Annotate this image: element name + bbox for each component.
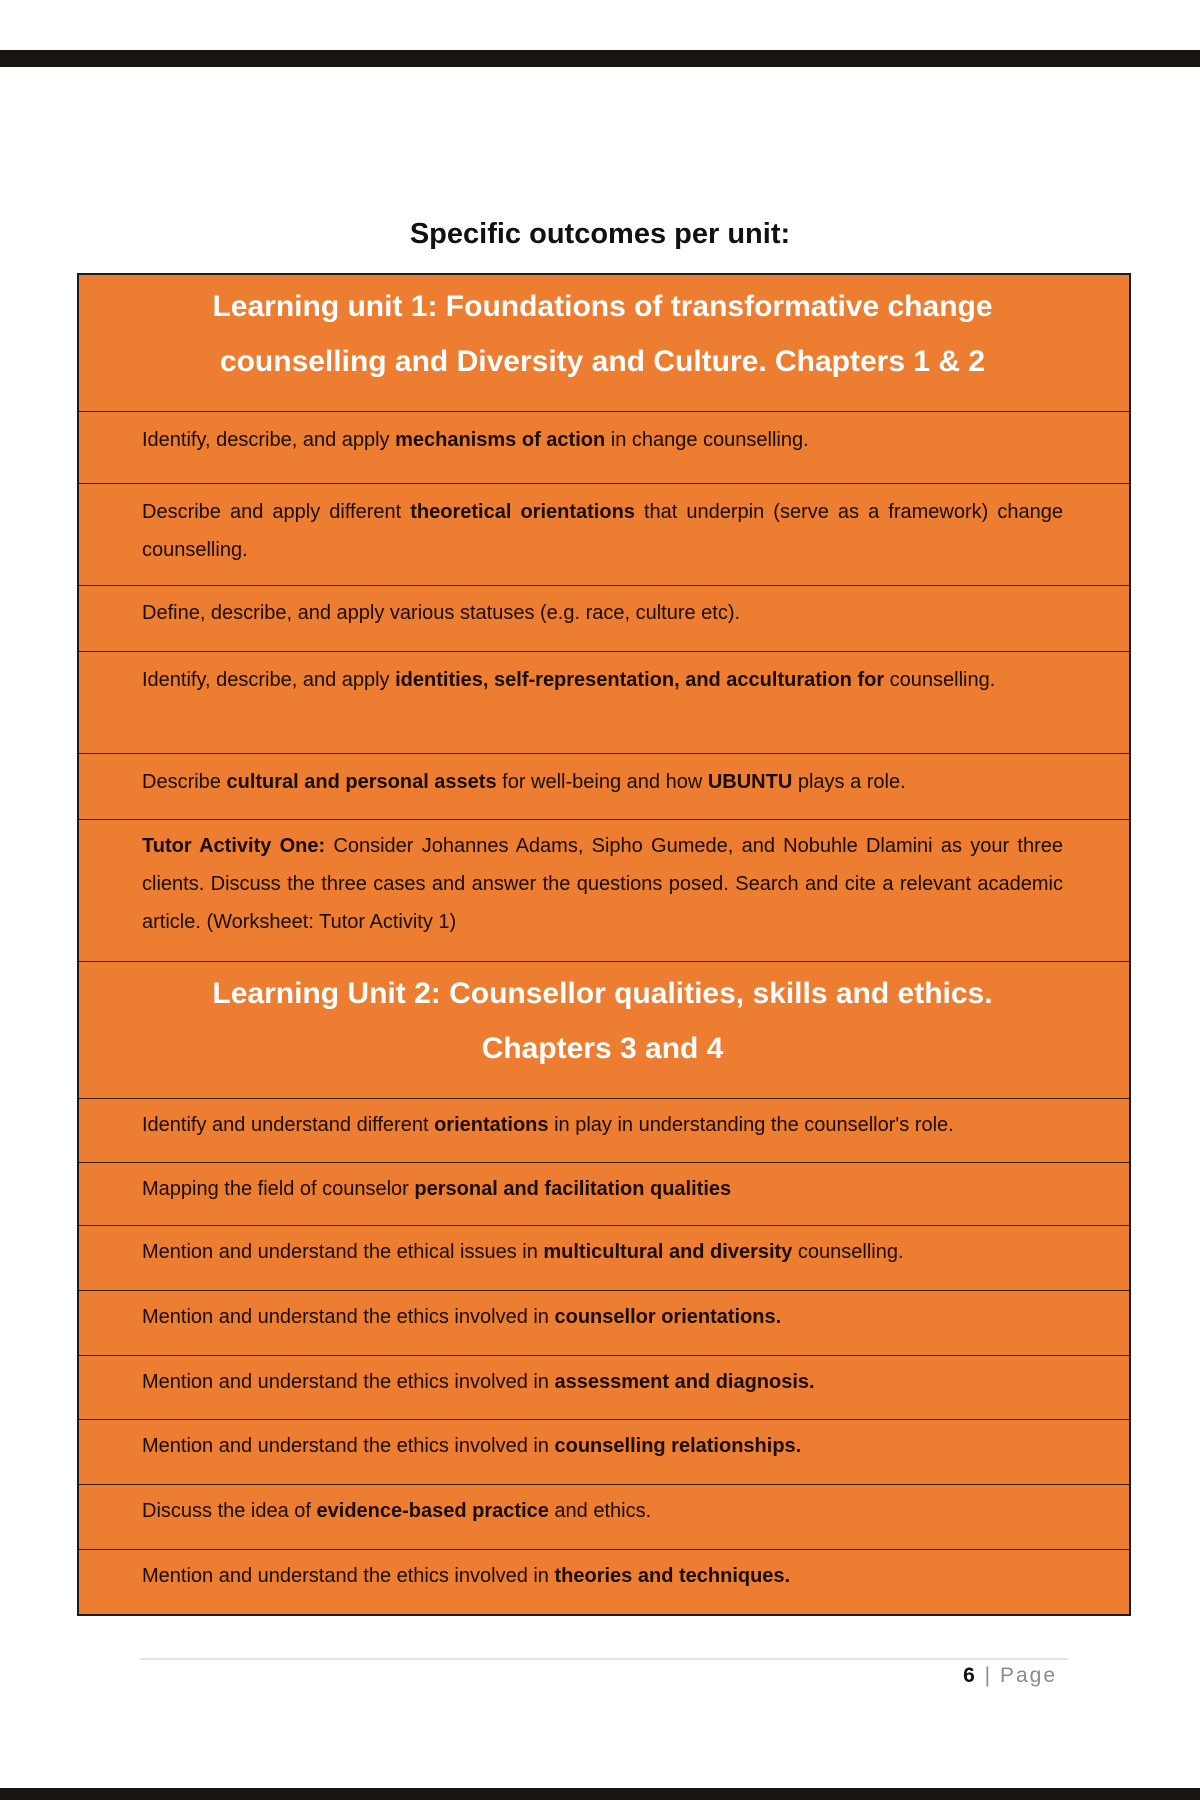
outcome-text: that underpin (serve as a framework) change counselling. [142,501,1063,561]
table-row [78,1291,1130,1356]
unit-2-title-line2: Chapters 3 and 4 [481,1032,724,1065]
table-row [78,586,1130,652]
outcome-cell [78,754,1130,820]
outcome-text: Consider Johannes Adams, Sipho Gumede, and Nobuhle Dlamini as your three clients. Discuss the three cases and answer the questions posed. Search and cite a relevant academic article. (Worksheet: Tutor Activity 1) [142,835,1063,933]
outcome-cell [78,652,1130,754]
unit-1-title-cell [78,274,1130,412]
outcome-bold: theories and techniques. [554,1565,791,1587]
top-border-bar [0,50,1200,67]
outcome-text: plays a role. [792,771,906,793]
outcome-bold: counselling relationships. [554,1435,802,1457]
table-row [78,412,1130,484]
outcome-text: Mention and understand the ethics involved in [142,1371,555,1393]
outcome-cell [78,1550,1130,1616]
outcome-cell [78,1099,1130,1163]
outcome-cell [78,1291,1130,1356]
table-row [78,652,1130,754]
outcome-cell [78,1356,1130,1420]
unit-2-title-line1: Learning Unit 2: Counsellor qualities, skills and ethics. [212,977,993,1010]
table-row [78,1099,1130,1163]
outcome-cell [78,1226,1130,1291]
outcome-text: and ethics. [548,1500,652,1522]
outcome-cell [78,1163,1130,1226]
outcome-text: Mention and understand the ethical issues in [142,1241,544,1263]
outcome-cell [78,586,1130,652]
footer-rule [140,1658,1068,1660]
outcome-text: Describe [142,771,227,793]
outcome-bold: multicultural and diversity [543,1241,793,1263]
outcome-bold: counsellor orientations. [554,1306,782,1328]
tutor-activity-label: Tutor Activity One: [142,835,326,857]
table-row [78,1356,1130,1420]
outcome-cell [78,412,1130,484]
table-row [78,1485,1130,1550]
unit-1-title-line1: Learning unit 1: Foundations of transformative change [212,290,993,323]
outcome-text: for well-being and how [496,771,708,793]
outcome-cell [78,484,1130,586]
outcome-text: in change counselling. [605,429,809,451]
page-number-value: 6 [963,1664,977,1687]
page-separator: | [976,1664,1000,1687]
table-row [78,1550,1130,1616]
outcome-bold: personal and facilitation qualities [414,1178,732,1200]
outcome-bold: cultural and personal assets [226,771,497,793]
unit-2-header-row [78,962,1130,1099]
table-row [78,820,1130,962]
table-row [78,1420,1130,1485]
outcome-text: Mention and understand the ethics involved in [142,1565,555,1587]
table-row [78,1226,1130,1291]
unit-1-title-line2: counselling and Diversity and Culture. Chapters 1 & 2 [219,345,986,378]
outcome-bold: assessment and diagnosis. [554,1371,815,1393]
outcome-cell [78,1485,1130,1550]
outcomes-table [77,273,1131,1616]
page-label: Page [999,1664,1057,1687]
outcome-text: Identify, describe, and apply [142,669,396,691]
outcome-bold: mechanisms of action [395,429,606,451]
page-number [963,1664,1057,1688]
table-row [78,1163,1130,1226]
outcome-bold: evidence-based practice [316,1500,549,1522]
bottom-border-bar [0,1788,1200,1800]
table-row [78,484,1130,586]
outcome-text: Identify, describe, and apply [142,429,396,451]
outcome-text: Describe and apply different [142,501,411,523]
section-heading: Specific outcomes per unit: [409,218,791,250]
outcome-text: Define, describe, and apply various statuses (e.g. race, culture etc). [142,602,741,624]
outcome-bold: identities, self-representation, and acculturation for [395,669,885,691]
outcome-bold: orientations [434,1114,549,1136]
outcome-text: Mention and understand the ethics involved in [142,1306,555,1328]
table-row [78,754,1130,820]
outcome-bold: UBUNTU [707,771,793,793]
outcome-cell [78,1420,1130,1485]
unit-2-title-cell [78,962,1130,1099]
outcome-cell [78,820,1130,962]
outcome-text: Mapping the field of counselor [142,1178,415,1200]
unit-1-header-row [78,274,1130,412]
outcome-text: in play in understanding the counsellor's role. [548,1114,954,1136]
outcome-text: Discuss the idea of [142,1500,317,1522]
outcome-text: counselling. [884,669,996,691]
outcome-bold: theoretical orientations [410,501,635,523]
outcome-text: Identify and understand different [142,1114,435,1136]
outcome-text: counselling. [792,1241,904,1263]
outcome-text: Mention and understand the ethics involved in [142,1435,555,1457]
